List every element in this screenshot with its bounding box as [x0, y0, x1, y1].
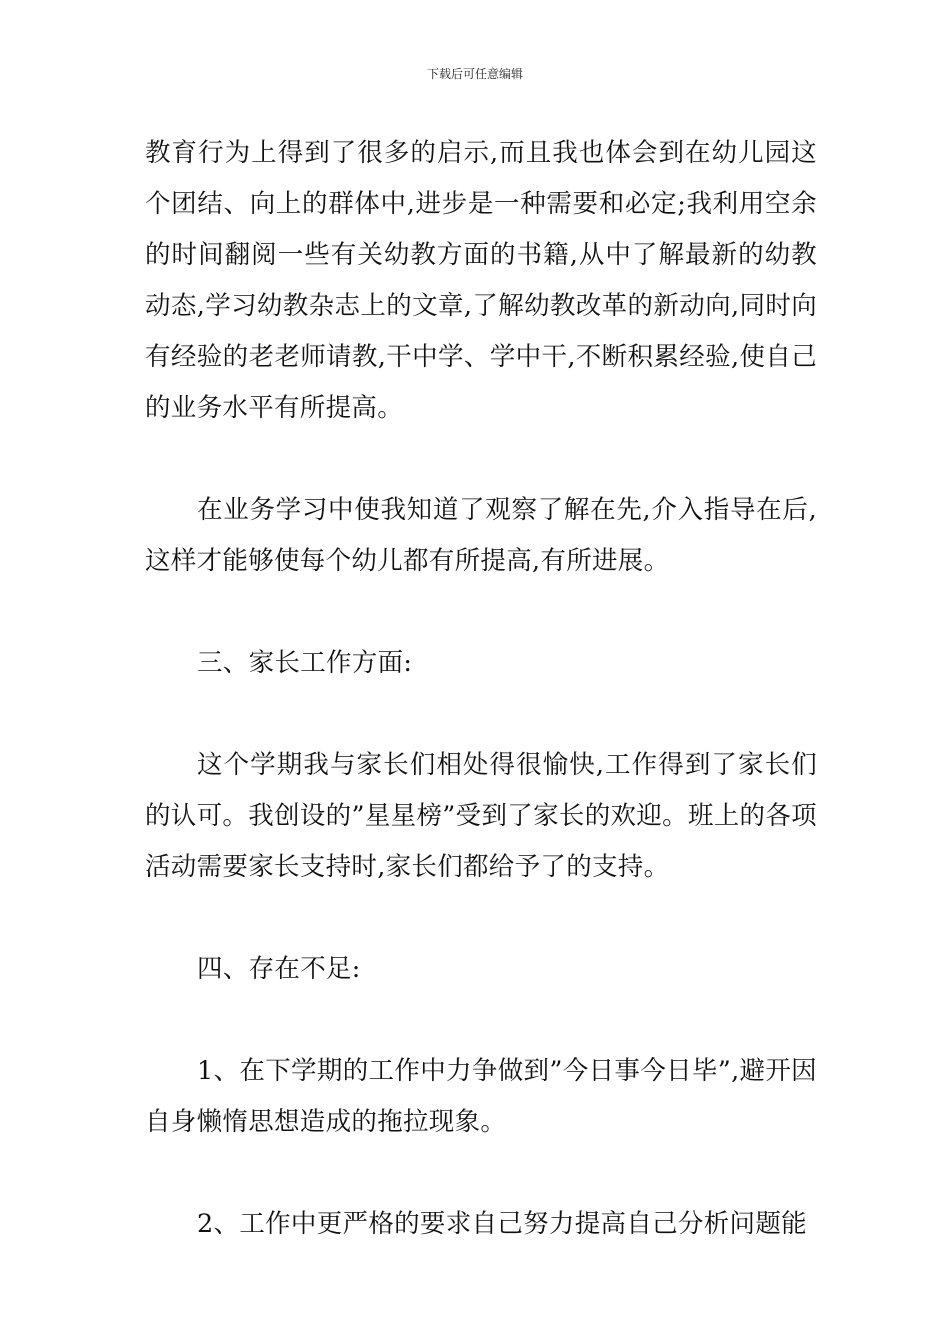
- paragraph-gap: [145, 1148, 817, 1199]
- paragraph-parent-work: 这个学期我与家长们相处得很愉快,工作得到了家长们的认可。我创设的”星星榜”受到了家长的欢迎。班上的各项活动需要家长支持时,家长们都给予了的支持。: [145, 750, 817, 882]
- paragraph-gap: [145, 689, 817, 740]
- paragraph-gap: [145, 434, 817, 485]
- paragraph-observation: 在业务学习中使我知道了观察了解在先,介入指导在后,这样才能够使每个幼儿都有所提高,有所进展。: [145, 495, 817, 576]
- page-header: 下载后可任意编辑: [426, 67, 523, 81]
- list-item-shortcoming-1: 1、在下学期的工作中力争做到”今日事今日毕”,避开因自身懒惰思想造成的拖拉现象。: [145, 1056, 817, 1137]
- paragraph-gap: [145, 893, 817, 944]
- section-heading-shortcomings: 四、存在不足:: [197, 954, 361, 984]
- paragraph-professional-growth: 教育行为上得到了很多的启示,而且我也体会到在幼儿园这个团结、向上的群体中,进步是一种需要和必定;我利用空余的时间翻阅一些有关幼教方面的书籍,从中了解最新的幼教动态,学习幼教杂志上的文章,了解幼教改革的新动向,同时向有经验的老老师请教,干中学、学中干,不断积累经验,使自己的业务水平有所提高。: [145, 138, 817, 423]
- paragraph-gap: [145, 995, 817, 1046]
- list-item-shortcoming-2: 2、工作中更严格的要求自己努力提高自己分析问题能: [197, 1209, 807, 1239]
- section-heading-parent-work: 三、家长工作方面:: [197, 648, 413, 678]
- paragraph-gap: [145, 587, 817, 638]
- document-body: [145, 128, 817, 1250]
